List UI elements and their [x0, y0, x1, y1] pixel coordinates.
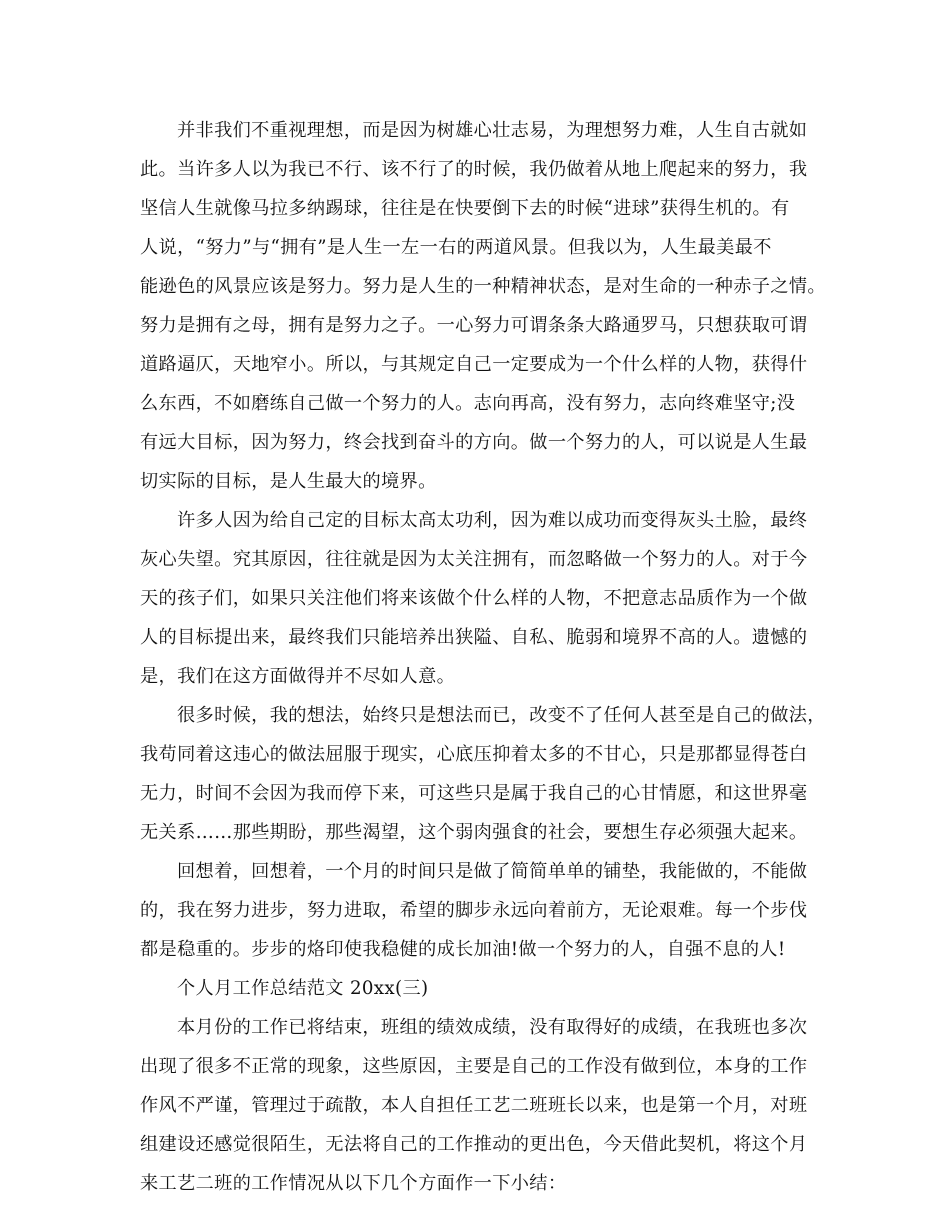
paragraph-line: 人说，“努力”与“拥有”是人生一左一右的两道风景。但我以为，人生最美最不: [140, 237, 772, 258]
paragraph-line: 作风不严谨，管理过于疏散，本人自担任工艺二班班长以来，也是第一个月，对班: [140, 1095, 808, 1116]
paragraph-line: 出现了很多不正常的现象，这些原因，主要是自己的工作没有做到位，本身的工作: [140, 1056, 808, 1077]
paragraph-line: 许多人因为给自己定的目标太高太功利，因为难以成功而变得灰头土脸，最终: [177, 510, 808, 531]
paragraph-line: 道路逼仄，天地窄小。所以，与其规定自己一定要成为一个什么样的人物，获得什: [140, 354, 808, 375]
section-heading: 个人月工作总结范文 20xx(三): [177, 978, 429, 999]
paragraph-line: 灰心失望。究其原因，往往就是因为太关注拥有，而忽略做一个努力的人。对于今: [140, 549, 808, 570]
paragraph-line: 组建设还感觉很陌生，无法将自己的工作推动的更出色，今天借此契机，将这个月: [140, 1134, 808, 1155]
paragraph-line: 回想着，回想着，一个月的时间只是做了简简单单的铺垫，我能做的，不能做: [177, 861, 808, 882]
paragraph-line: 天的孩子们，如果只关注他们将来该做个什么样的人物，不把意志品质作为一个做: [140, 588, 808, 609]
paragraph-line: 么东西，不如磨练自己做一个努力的人。志向再高，没有努力，志向终难坚守;没: [140, 393, 796, 414]
paragraph-line: 我苟同着这违心的做法屈服于现实，心底压抑着太多的不甘心，只是那都显得苍白: [140, 744, 808, 765]
paragraph-line: 能逊色的风景应该是努力。努力是人生的一种精神状态，是对生命的一种赤子之情。: [140, 276, 826, 297]
paragraph-line: 人的目标提出来，最终我们只能培养出狭隘、自私、脆弱和境界不高的人。遗憾的: [140, 627, 808, 648]
paragraph-line: 无力，时间不会因为我而停下来，可这些只是属于我自己的心甘情愿，和这世界毫: [140, 783, 808, 804]
paragraph-line: 无关系……那些期盼，那些渴望，这个弱肉强食的社会，要想生存必须强大起来。: [140, 822, 808, 843]
paragraph-line: 都是稳重的。步步的烙印使我稳健的成长加油!做一个努力的人，自强不息的人!: [140, 939, 786, 960]
paragraph-line: 很多时候，我的想法，始终只是想法而已，改变不了任何人甚至是自己的做法，: [177, 705, 826, 726]
paragraph-line: 本月份的工作已将结束，班组的绩效成绩，没有取得好的成绩，在我班也多次: [177, 1017, 808, 1038]
paragraph-line: 切实际的目标，是人生最大的境界。: [140, 471, 437, 492]
paragraph-line: 来工艺二班的工作情况从以下几个方面作一下小结：: [140, 1173, 567, 1194]
paragraph-line: 坚信人生就像马拉多纳踢球，往往是在快要倒下去的时候“进球”获得生机的。有: [140, 198, 790, 219]
paragraph-line: 是，我们在这方面做得并不尽如人意。: [140, 666, 456, 687]
paragraph-line: 此。当许多人以为我已不行、该不行了的时候，我仍做着从地上爬起来的努力，我: [140, 159, 808, 180]
paragraph-line: 有远大目标，因为努力，终会找到奋斗的方向。做一个努力的人，可以说是人生最: [140, 432, 808, 453]
paragraph-line: 努力是拥有之母，拥有是努力之子。一心努力可谓条条大路通罗马，只想获取可谓: [140, 315, 808, 336]
paragraph-line: 并非我们不重视理想，而是因为树雄心壮志易，为理想努力难，人生自古就如: [177, 120, 808, 141]
paragraph-line: 的，我在努力进步，努力进取，希望的脚步永远向着前方，无论艰难。每一个步伐: [140, 900, 808, 921]
